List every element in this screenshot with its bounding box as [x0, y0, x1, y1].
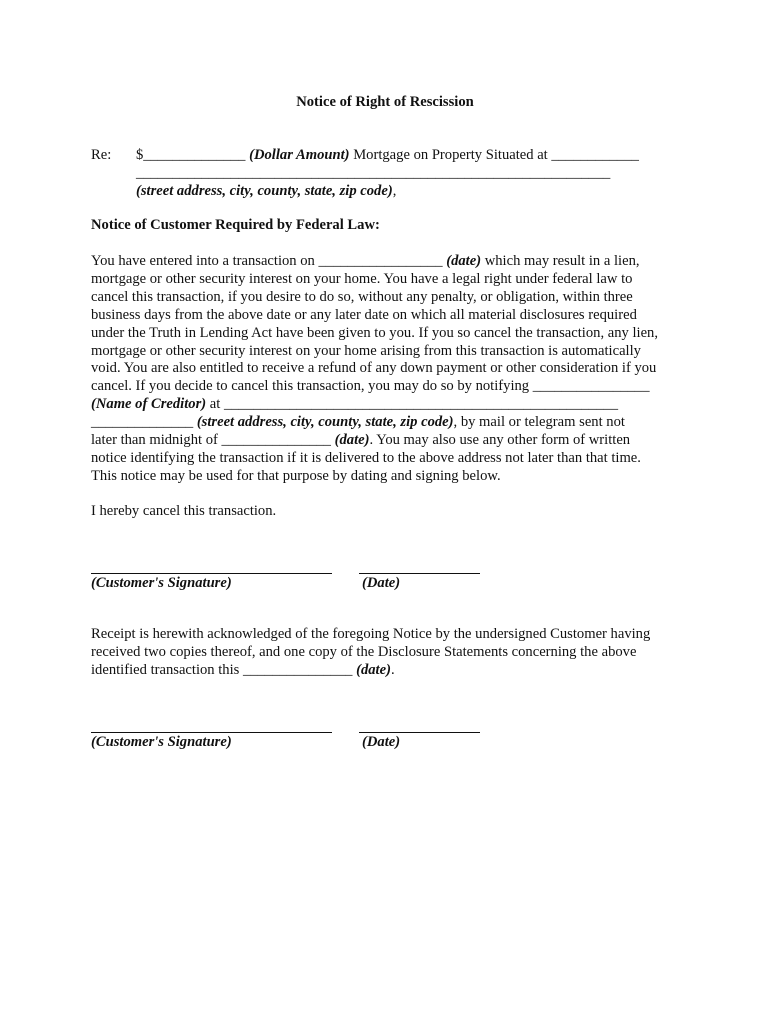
paragraph-line [91, 432, 691, 450]
customer-signature-label: (Customer's Signature) [91, 575, 232, 591]
creditor-address-blank-2: ______________ [91, 414, 194, 431]
paragraph-line: cancel. If you decide to cancel this transaction, you may do so by notifying ________________ [91, 378, 650, 395]
paragraph-line: void. You are also entitled to receive a refund of any down payment or other consideration if you [91, 360, 657, 377]
document-title: Notice of Right of Rescission [296, 94, 474, 110]
paragraph-line: cancel this transaction, if you desire to do so, without any penalty, or obligation, within three [91, 288, 633, 305]
paragraph-line: This notice may be used for that purpose by dating and signing below. [91, 467, 501, 484]
re-body [136, 147, 681, 183]
notice-paragraph [91, 253, 691, 486]
section-heading: Notice of Customer Required by Federal Law: [91, 217, 380, 233]
paragraph-text: . [390, 661, 395, 678]
paragraph-line: received two copies thereof, and one copy of the Disclosure Statements concerning the above [91, 643, 637, 660]
creditor-name-label: (Name of Creditor) [91, 396, 207, 413]
paragraph-line: business days from the above date or any later date on which all material disclosures required [91, 306, 637, 323]
re-address-note [136, 183, 396, 201]
cancel-statement: I hereby cancel this transaction. [91, 503, 277, 519]
signature-date-line [359, 556, 480, 574]
paragraph-line: Receipt is herewith acknowledged of the foregoing Notice by the undersigned Customer having [91, 626, 651, 642]
re-line-1 [136, 147, 681, 165]
customer-signature-label: (Customer's Signature) [91, 734, 232, 750]
signature-block-1 [91, 556, 511, 596]
receipt-date-blank: identified transaction this _______________ [91, 661, 353, 678]
date-label: (date) [356, 661, 391, 678]
signature-block-2 [91, 715, 511, 755]
receipt-paragraph [91, 626, 691, 680]
paragraph-line: notice identifying the transaction if it is delivered to the above address not later than that time. [91, 449, 641, 466]
paragraph-text: , by mail or telegram sent not [453, 414, 625, 431]
address-blank: _________________________________________________________________ [136, 164, 611, 181]
paragraph-line: mortgage or other security interest on your home arising from this transaction is automatically [91, 342, 641, 359]
signature-date-label: (Date) [362, 575, 401, 591]
transaction-date-blank: You have entered into a transaction on _________________ [91, 253, 443, 269]
signature-date-line [359, 715, 480, 733]
dollar-amount-label: (Dollar Amount) [249, 147, 350, 163]
paragraph-line [91, 662, 691, 680]
paragraph-line: mortgage or other security interest on your home. You have a legal right under federal law to [91, 270, 633, 287]
paragraph-line [91, 414, 691, 432]
re-address-label: (street address, city, county, state, zip code) [136, 183, 393, 199]
re-address-suffix: , [392, 183, 397, 199]
paragraph-line [91, 253, 691, 271]
dollar-amount-blank: $______________ [136, 147, 246, 163]
paragraph-line [91, 396, 691, 414]
signature-date-label: (Date) [362, 734, 401, 750]
date-label: (date) [334, 432, 370, 449]
date-label: (date) [446, 253, 482, 269]
re-label: Re: [91, 147, 112, 163]
paragraph-text: which may result in a lien, [484, 253, 640, 269]
deadline-date-blank: later than midnight of _______________ [91, 432, 331, 449]
paragraph-line: under the Truth in Lending Act have been given to you. If you so cancel the transaction, any lien, [91, 324, 658, 341]
creditor-address-blank: at ______________________________________________________ [209, 396, 618, 413]
customer-signature-line [91, 556, 332, 574]
creditor-address-label: (street address, city, county, state, zip code) [196, 414, 454, 431]
mortgage-text: Mortgage on Property Situated at ____________ [353, 147, 639, 163]
customer-signature-line [91, 715, 332, 733]
paragraph-text: . You may also use any other form of written [369, 432, 631, 449]
